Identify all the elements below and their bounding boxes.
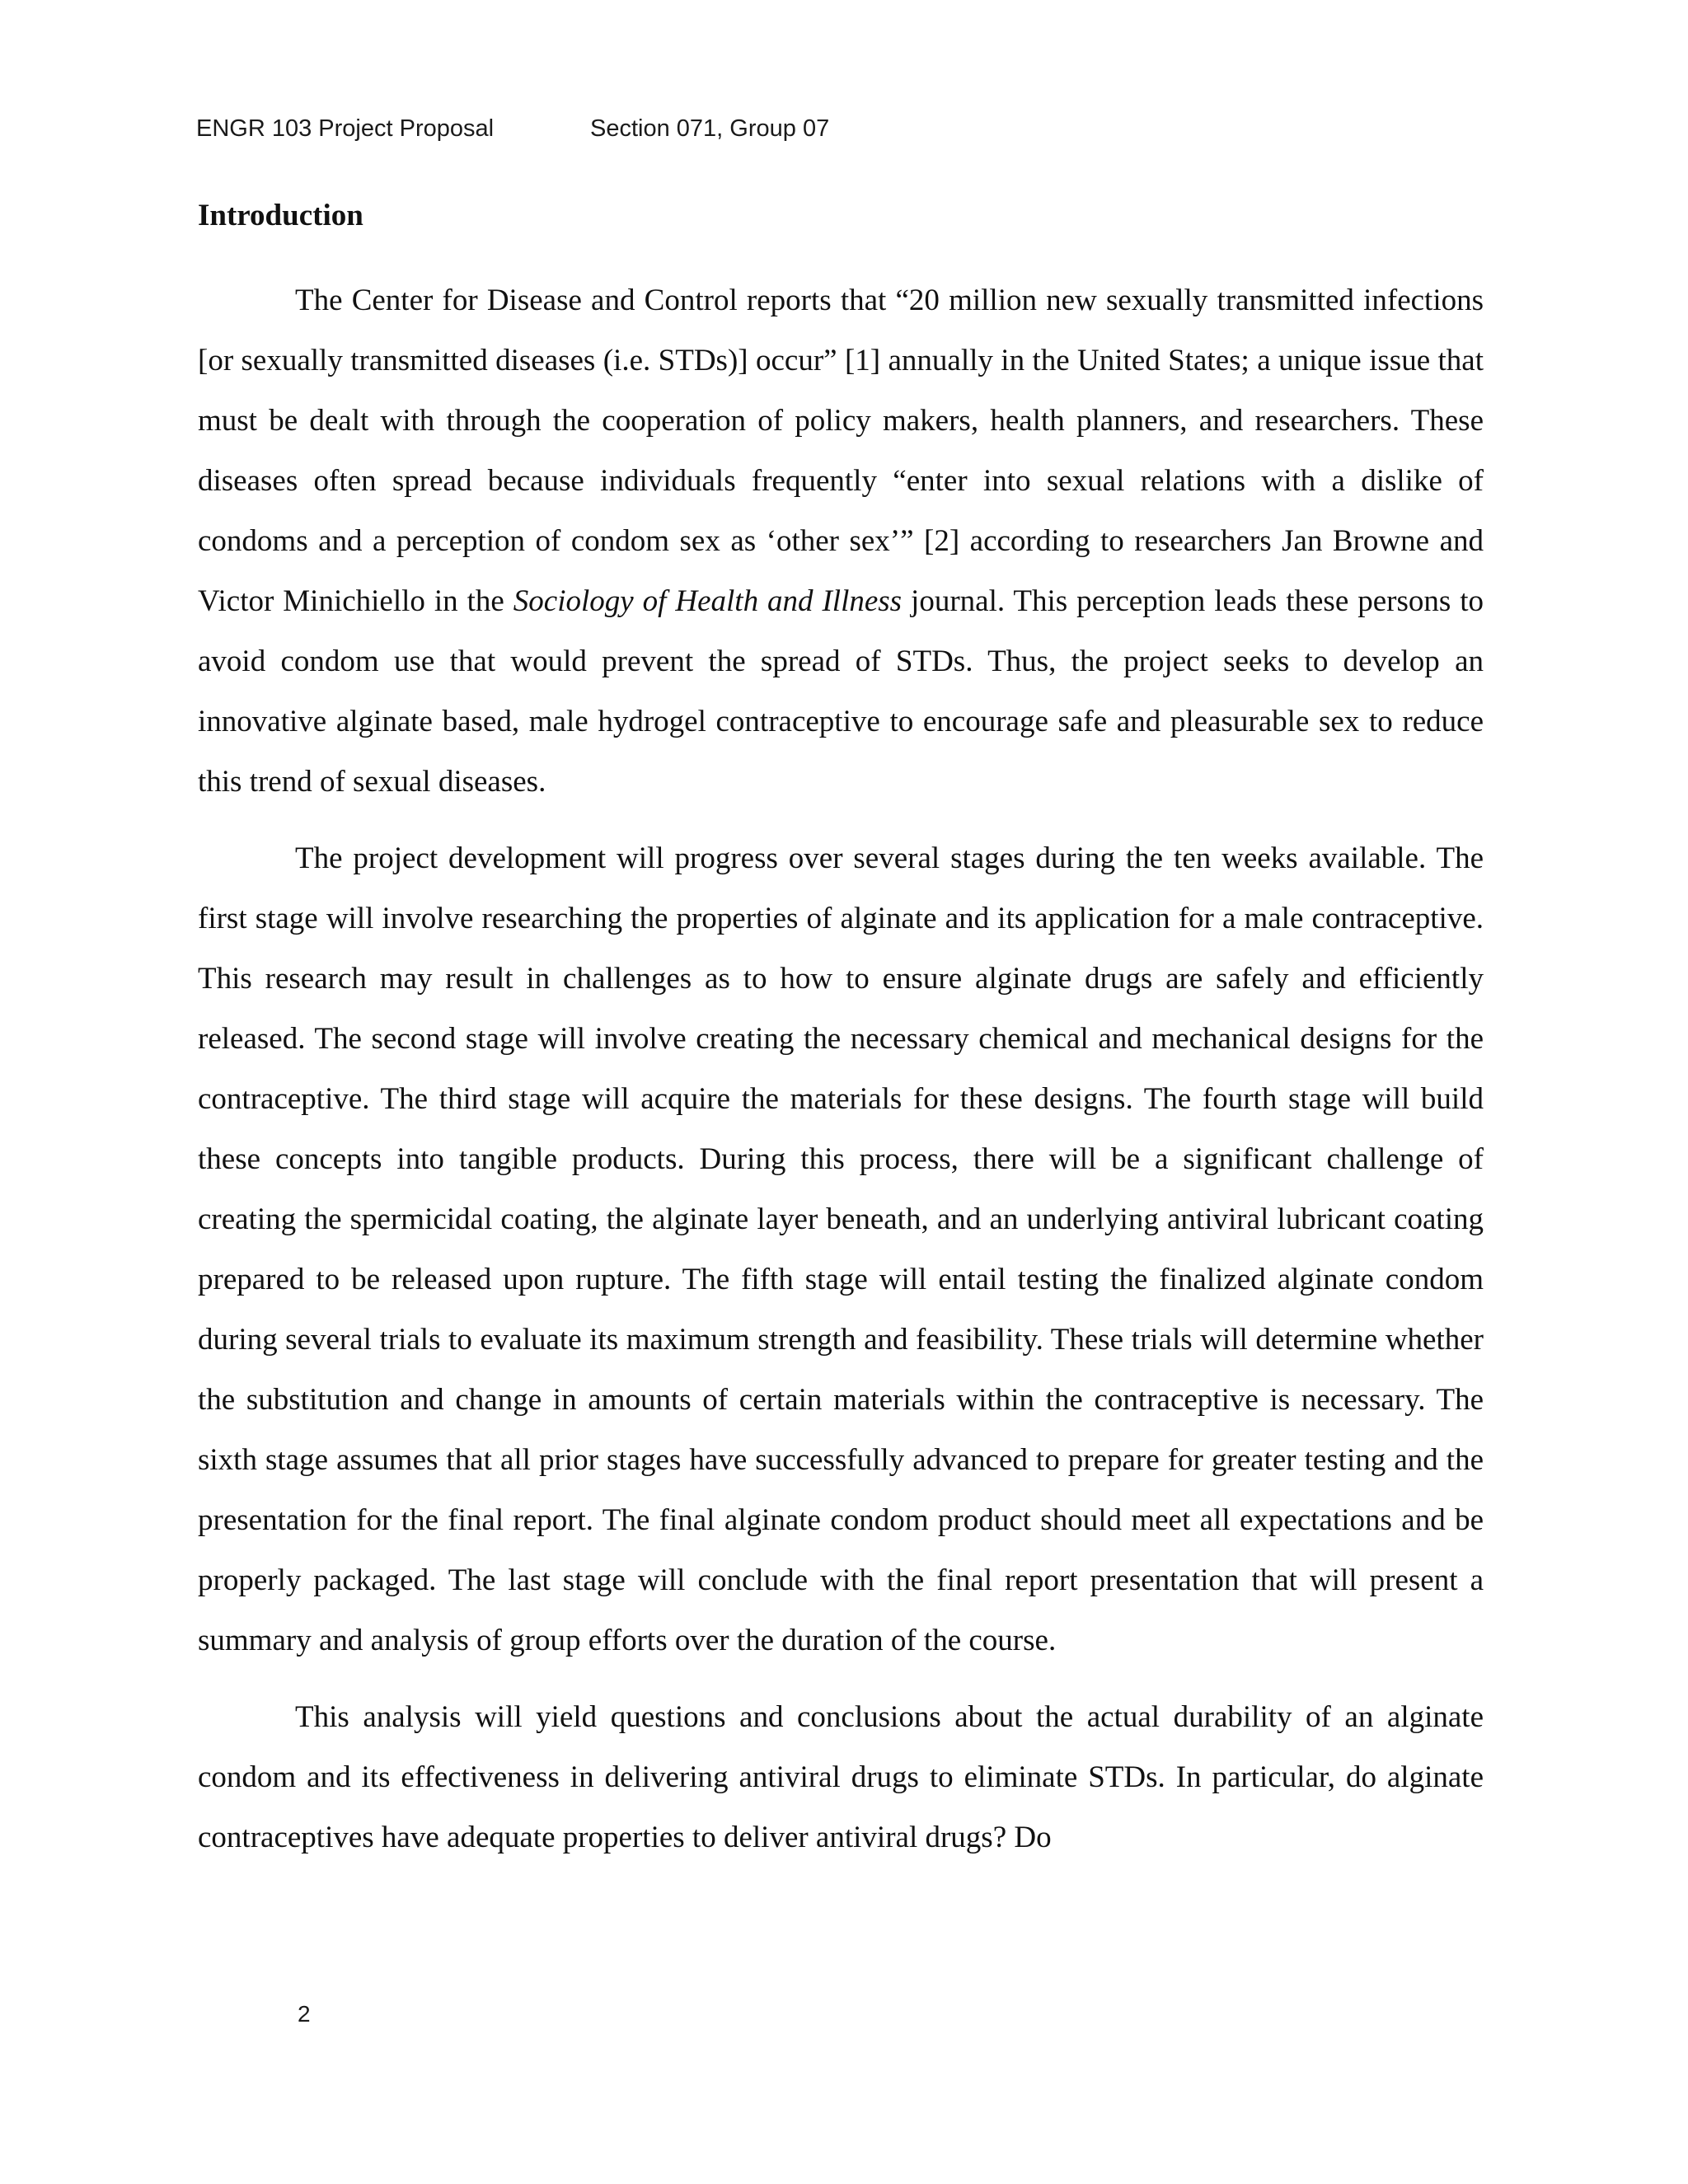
body-text [198,270,1484,1884]
paragraph-stages: The project development will progress over several stages during the ten weeks available. The first stage will involve researching the properties of alginate and its application for a male contraceptive. This research may result in challenges as to how to ensure alginate drugs are safely and efficiently released. The second stage will involve creating the necessary chemical and mechanical designs for the contraceptive. The third stage will acquire the materials for these designs. The fourth stage will build these concepts into tangible products. During this process, there will be a significant challenge of creating the spermicidal coating, the alginate layer beneath, and an underlying antiviral lubricant coating prepared to be released upon rupture. The fifth stage will entail testing the finalized alginate condom during several trials to evaluate its maximum strength and feasibility. These trials will determine whether the substitution and change in amounts of certain materials within the contraceptive is necessary. The sixth stage assumes that all prior stages have successfully advanced to prepare for greater testing and the presentation for the final report. The final alginate condom product should meet all expectations and be properly packaged. The last stage will conclude with the final report presentation that will present a summary and analysis of group efforts over the duration of the course. [198,841,1484,1657]
page-number: 2 [298,2001,311,2027]
paragraph-intro-part2: journal. This perception leads these persons to avoid condom use that would prevent the spread of STDs. Thus, the project seeks to develop an innovative alginate based, male hydrogel contraceptive to encourage safe and pleasurable sex to reduce this trend of sexual diseases. [198,584,1484,799]
paragraph-analysis: This analysis will yield questions and conclusions about the actual durability of an alginate condom and its effectiveness in delivering antiviral drugs to eliminate STDs. In particular, do alginate contraceptives have adequate properties to deliver antiviral drugs? Do [198,1700,1484,1854]
section-heading: Introduction [198,199,363,232]
paragraph-intro-part1: The Center for Disease and Control reports that “20 million new sexually transmitted infections [or sexually transmitted diseases (i.e. STDs)] occur” [1] annually in the United States; a unique issue that must be dealt with through the cooperation of policy makers, health planners, and researchers. These diseases often spread because individuals frequently “enter into sexual relations with a dislike of condoms and a perception of condom sex as ‘other sex’” [2] according to researchers Jan Browne and Victor Minichiello in the [198,284,1484,618]
running-header [196,115,830,143]
journal-title: Sociology of Health and Illness [513,584,903,618]
header-course-title: ENGR 103 Project Proposal [196,115,495,142]
header-section-group: Section 071, Group 07 [590,115,830,142]
paragraph-intro [198,270,1484,812]
